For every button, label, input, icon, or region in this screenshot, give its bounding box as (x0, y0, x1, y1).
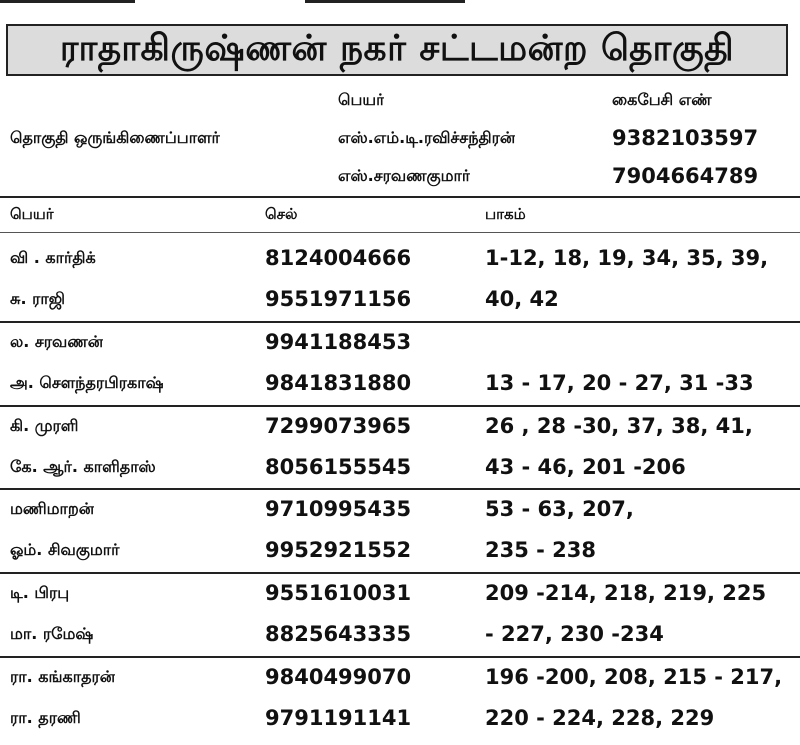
row-cell: 9941188453 (265, 330, 412, 354)
row-parts: - 227, 230 -234 (485, 622, 664, 646)
row-cell: 9551610031 (265, 581, 412, 605)
table-row (0, 279, 800, 319)
row-cell: 9841831880 (265, 371, 412, 395)
table-row (0, 614, 800, 654)
coordinator-name: எஸ்.சரவணகுமார் (338, 166, 471, 185)
row-name: சு. ராஜி (10, 289, 65, 308)
row-parts: 53 - 63, 207, (485, 497, 634, 521)
table-row (0, 447, 800, 487)
row-cell: 8124004666 (265, 246, 412, 270)
phone-column-header: கைபேசி எண் (612, 90, 712, 109)
row-name: அ. சௌந்தரபிரகாஷ் (10, 373, 164, 392)
table-row (0, 698, 800, 738)
table-row (0, 322, 800, 362)
row-cell: 8825643335 (265, 622, 412, 646)
table-header-parts: பாகம் (485, 205, 526, 223)
row-name: மணிமாறன் (10, 499, 95, 518)
row-parts: 196 -200, 208, 215 - 217, (485, 665, 783, 689)
name-column-header: பெயர் (338, 90, 385, 109)
row-cell: 9551971156 (265, 287, 412, 311)
coordinator-row-2 (0, 156, 800, 196)
row-parts: 26 , 28 -30, 37, 38, 41, (485, 414, 753, 438)
table-header-cell: செல் (265, 205, 298, 223)
table-header-name: பெயர் (10, 205, 54, 223)
header-divider (0, 232, 800, 233)
row-name: ல. சரவணன் (10, 332, 104, 351)
page-title: ராதாகிருஷ்ணன் நகர் சட்டமன்ற தொகுதி (6, 24, 788, 76)
row-name: கி. முரளி (10, 416, 79, 435)
row-cell: 9840499070 (265, 665, 412, 689)
row-cell: 7299073965 (265, 414, 412, 438)
row-cell: 8056155545 (265, 455, 412, 479)
coordinator-name: எஸ்.எம்.டி.ரவிச்சந்திரன் (338, 128, 516, 147)
coordinator-row-1 (0, 118, 800, 158)
row-cell: 9791191141 (265, 706, 412, 730)
row-name: ஓம். சிவகுமார் (10, 540, 120, 559)
row-parts: 13 - 17, 20 - 27, 31 -33 (485, 371, 754, 395)
row-parts: 40, 42 (485, 287, 559, 311)
table-row (0, 489, 800, 529)
row-cell: 9710995435 (265, 497, 412, 521)
row-parts: 1-12, 18, 19, 34, 35, 39, (485, 246, 769, 270)
row-parts: 220 - 224, 228, 229 (485, 706, 715, 730)
row-name: கே. ஆர். காளிதாஸ் (10, 457, 156, 476)
row-parts: 43 - 46, 201 -206 (485, 455, 686, 479)
coordinator-label: தொகுதி ஒருங்கிணைப்பாளர் (10, 128, 220, 147)
top-edge-strip (0, 0, 800, 8)
coordinator-header-row (0, 80, 800, 120)
table-row (0, 238, 800, 278)
table-row (0, 573, 800, 613)
table-header-row (0, 198, 800, 230)
row-name: மா. ரமேஷ் (10, 624, 94, 643)
coordinator-phone: 7904664789 (612, 164, 759, 188)
row-name: ரா. தரணி (10, 708, 81, 727)
table-row (0, 406, 800, 446)
row-cell: 9952921552 (265, 538, 412, 562)
coordinator-phone: 9382103597 (612, 126, 759, 150)
row-parts: 235 - 238 (485, 538, 597, 562)
row-name: வி . கார்திக் (10, 248, 96, 267)
row-name: ரா. கங்காதரன் (10, 667, 116, 686)
table-row (0, 363, 800, 403)
row-parts: 209 -214, 218, 219, 225 (485, 581, 767, 605)
table-row (0, 530, 800, 570)
table-row (0, 657, 800, 697)
row-name: டி. பிரபு (10, 583, 70, 602)
